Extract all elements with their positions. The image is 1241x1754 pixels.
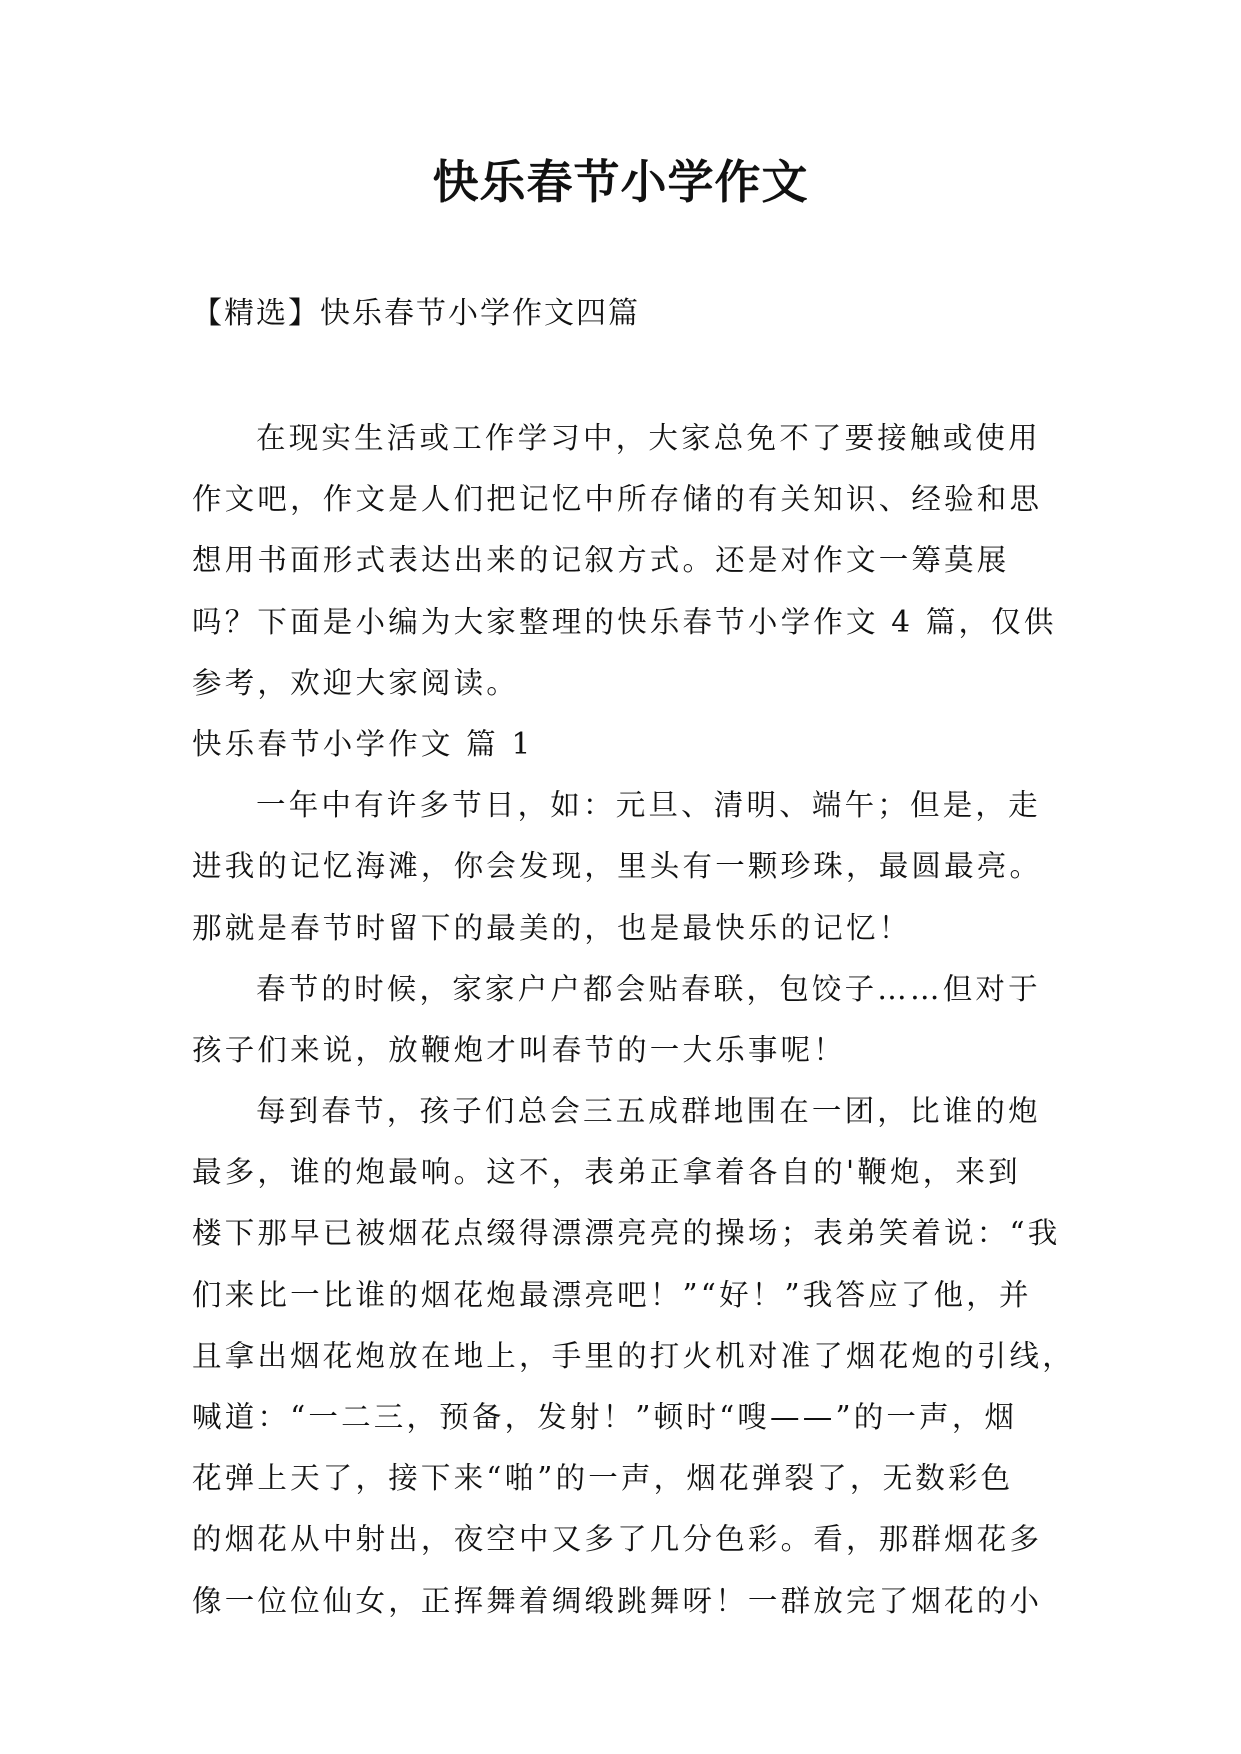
text-line: 孩子们来说，放鞭炮才叫春节的一大乐事呢！ bbox=[192, 1032, 847, 1067]
text-line: 快乐春节小学作文 篇 1 bbox=[192, 726, 534, 761]
text-line: 吗？下面是小编为大家整理的快乐春节小学作文 4 篇，仅供 bbox=[192, 604, 1057, 639]
text-line: 春节的时候，家家户户都会贴春联，包饺子……但对于 bbox=[256, 971, 1041, 1006]
text-line: 像一位位仙女，正挥舞着绸缎跳舞呀！一群放完了烟花的小 bbox=[192, 1583, 1043, 1618]
text-line: 每到春节，孩子们总会三五成群地围在一团，比谁的炮 bbox=[256, 1094, 1041, 1129]
text-line: 喊道：“一二三，预备，发射！”顿时“嗖——”的一声，烟 bbox=[192, 1400, 1018, 1434]
text-line: 在现实生活或工作学习中，大家总免不了要接触或使用 bbox=[256, 421, 1041, 455]
text-line: 的烟花从中射出，夜空中又多了几分色彩。看，那群烟花多 bbox=[192, 1522, 1043, 1557]
document-body bbox=[192, 408, 1075, 1632]
text-line: 最多，谁的炮最响。这不，表弟正拿着各自的'鞭炮，来到 bbox=[192, 1155, 1021, 1190]
text-line: 参考，欢迎大家阅读。 bbox=[192, 665, 520, 700]
text-line: 且拿出烟花炮放在地上，手里的打火机对准了烟花炮的引线， bbox=[192, 1338, 1075, 1373]
text-line: 花弹上天了，接下来“啪”的一声，烟花弹裂了，无数彩色 bbox=[192, 1461, 1014, 1496]
text-line: 作文吧，作文是人们把记忆中所存储的有关知识、经验和思 bbox=[192, 482, 1043, 517]
text-line: 进我的记忆海滩，你会发现，里头有一颗珍珠，最圆最亮。 bbox=[192, 849, 1043, 884]
document-title: 快乐春节小学作文 bbox=[432, 155, 809, 209]
text-line: 想用书面形式表达出来的记叙方式。还是对作文一筹莫展 bbox=[192, 543, 1010, 578]
document-subtitle: 【精选】快乐春节小学作文四篇 bbox=[192, 296, 640, 331]
text-line: 楼下那早已被烟花点缀得漂漂亮亮的操场；表弟笑着说：“我 bbox=[192, 1216, 1061, 1251]
text-line: 一年中有许多节日，如：元旦、清明、端午；但是，走 bbox=[256, 788, 1041, 823]
text-line: 们来比一比谁的烟花炮最漂亮吧！”“好！”我答应了他，并 bbox=[192, 1277, 1032, 1312]
text-line: 那就是春节时留下的最美的，也是最快乐的记忆！ bbox=[192, 910, 912, 945]
